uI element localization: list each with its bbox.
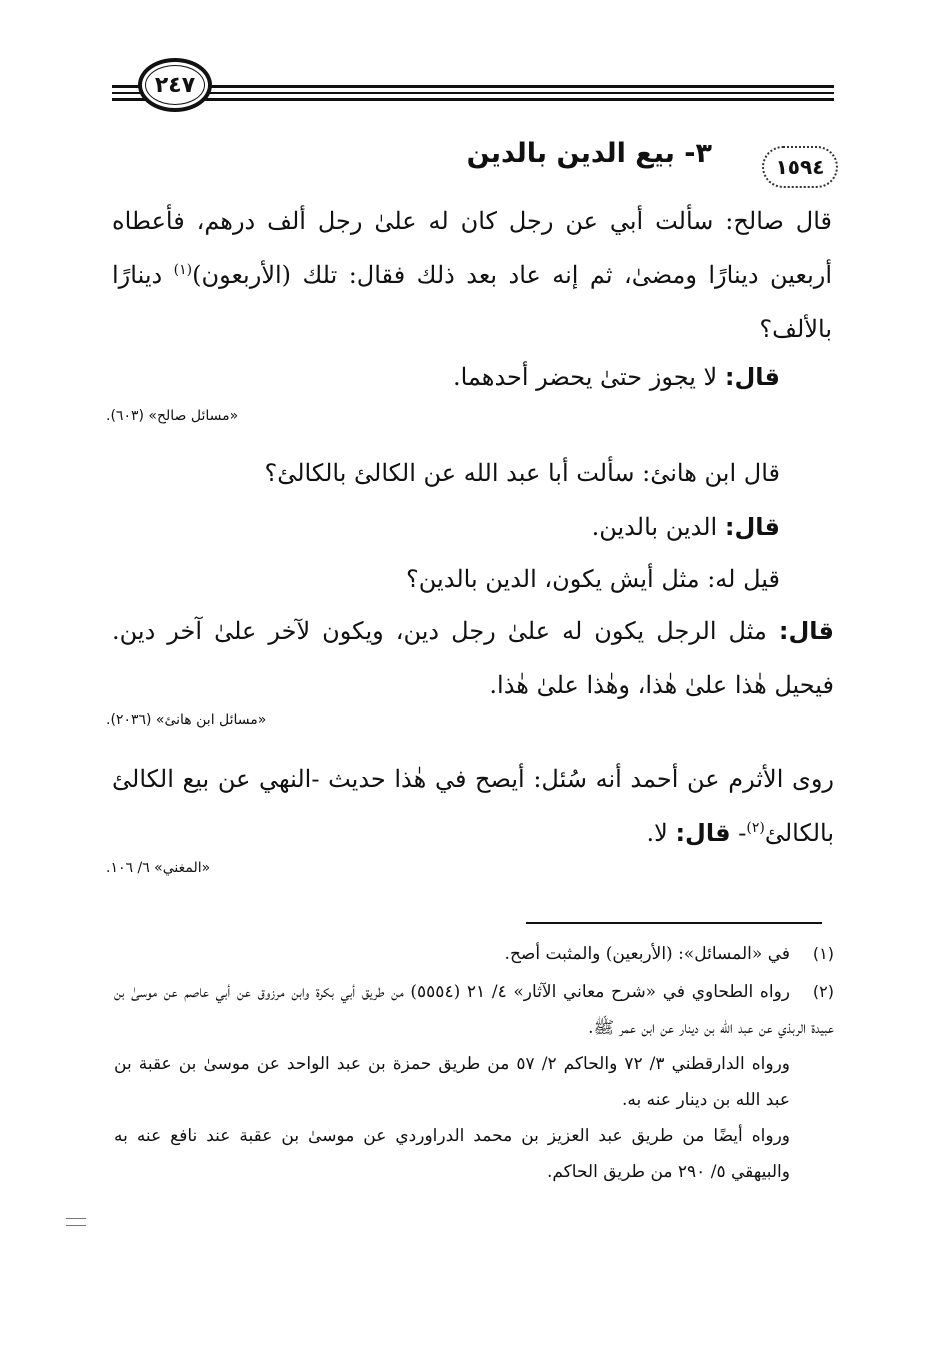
answer-text: لا. [646, 819, 676, 847]
header-rule [112, 92, 834, 94]
answer-label: قال: [675, 819, 731, 847]
footnote-ref-1[interactable]: (١) [173, 262, 193, 278]
answer-2 [112, 500, 780, 554]
paragraph-text: - [730, 819, 747, 847]
citation-masail-ibn-hani: «مسائل ابن هانئ» (٢٠٣٦). [106, 712, 267, 728]
answer-text: لا يجوز حتىٰ يحضر أحدهما. [452, 363, 725, 391]
answer-1 [112, 350, 780, 404]
citation-masail-saleh: «مسائل صالح» (٦٠٣). [106, 408, 239, 424]
footnote-ref-2[interactable]: (٢) [746, 820, 765, 836]
footnote-text: في «المسائل»: (الأربعين) والمثبت أصح. [504, 944, 790, 964]
answer-text: مثل الرجل يكون له علىٰ رجل دين، ويكون لآخر علىٰ آخر دين. فيحيل هٰذا علىٰ هٰذا، وهٰذا علىٰ هٰذا. [112, 617, 834, 699]
paragraph-text: روى الأثرم عن أحمد أنه سُئل: أيصح في هٰذا حديث -النهي عن بيع الكالئ بالكالئ [112, 765, 834, 847]
answer-3 [112, 604, 834, 712]
footnote-marker: (٢) [812, 982, 834, 1001]
section-title: ٣- بيع الدين بالدين [466, 138, 712, 169]
answer-label: قال: [724, 363, 780, 391]
citation-mughni: «المغني» ٦/ ١٠٦. [106, 860, 211, 876]
answer-text: الدين بالدين. [591, 513, 725, 541]
footnote-marker: (١) [812, 944, 834, 963]
footnote-line: ورواه الدارقطني ٣/ ٧٢ والحاكم ٢/ ٥٧ من طريق حمزة بن عبد الواحد عن موسىٰ بن عقبة بن عبد الله بن دينار عنه به. [114, 1054, 791, 1110]
issue-number: ١٥٩٤ [775, 155, 825, 179]
paragraph-saleh-question [112, 194, 832, 356]
header-rule [112, 98, 834, 101]
paragraph-text: قال صالح: سألت أبي عن رجل كان له علىٰ رجل ألف درهم، فأعطاه أربعين دينارًا ومضىٰ، ثم إنه عاد بعد ذلك فقال: تلك (الأربعون) [112, 207, 833, 289]
footnote-rule [526, 922, 822, 924]
followup-question: قيل له: مثل أيش يكون، الدين بالدين؟ [406, 565, 780, 593]
question-ibn-hani: قال ابن هانئ: سألت أبا عبد الله عن الكالئ بالكالئ؟ [264, 459, 780, 487]
footnote-1 [114, 936, 834, 972]
footnote-line: ورواه أيضًا من طريق عبد العزيز بن محمد الدراوردي عن موسىٰ بن عقبة عند نافع عنه به والبيهقي ٥/ ٢٩٠ من طريق الحاكم. [114, 1126, 790, 1182]
paragraph-athram [112, 752, 834, 860]
answer-label: قال: [724, 513, 780, 541]
issue-number-badge [762, 146, 838, 188]
answer-label: قال: [778, 617, 834, 645]
footnote-2 [114, 974, 834, 1190]
footnote-text: رواه الطحاوي في «شرح معاني الآثار» ٤/ ٢١ (٥٥٥٤) من طريق أبي بكرة وابن مرزوق عن أبي عاصم عن موسىٰ بن عبيدة الربذي عن عبد الله بن دينار عن ابن عمر ﷺ. [114, 982, 834, 1038]
page-number-text: ٢٤٧ [154, 72, 196, 98]
page-number [138, 58, 212, 112]
margin-mark [66, 1218, 86, 1226]
footnote-line [114, 974, 834, 1046]
header-rule [112, 85, 834, 88]
paragraph-text: دينارًا بالألف؟ [112, 261, 832, 343]
